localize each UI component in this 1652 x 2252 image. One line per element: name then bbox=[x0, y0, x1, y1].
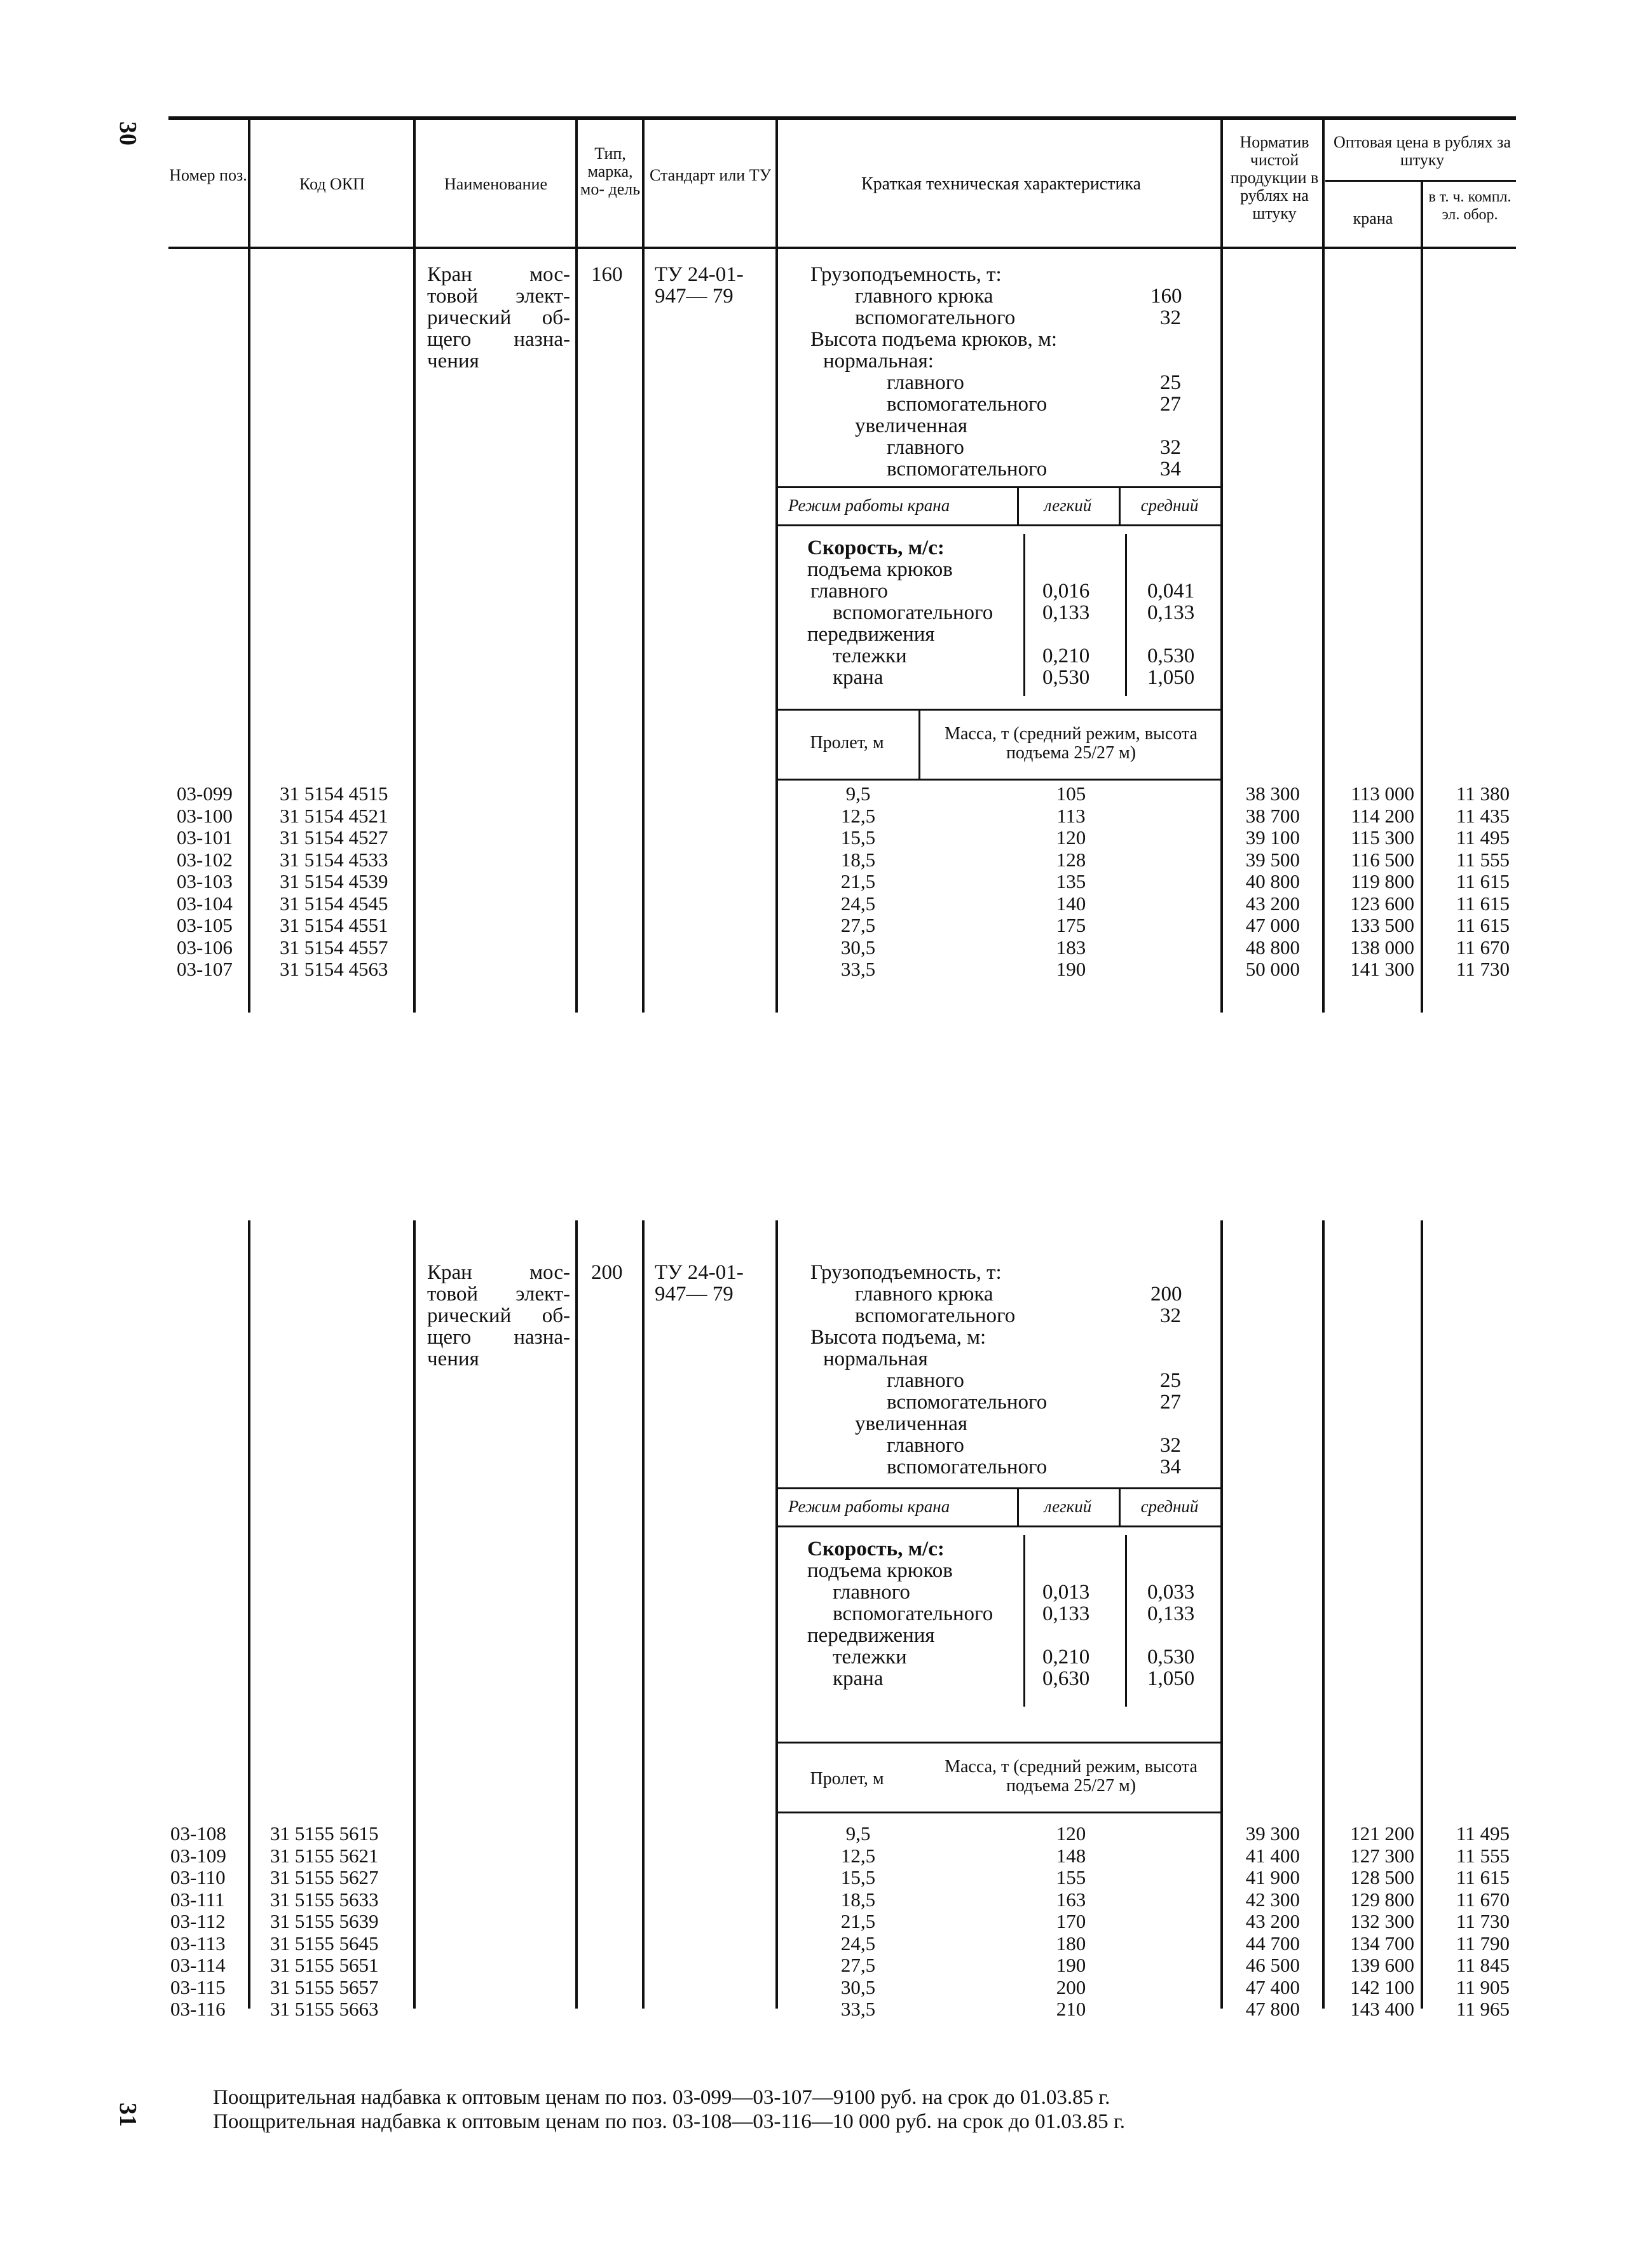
speed-title-200: Скорость, м/с: bbox=[807, 1538, 945, 1560]
span-list-200: 9,5 12,5 15,5 18,5 21,5 24,5 27,5 30,5 33,5 bbox=[840, 1822, 876, 2020]
mass-list-160: 105 113 120 128 135 140 175 183 190 bbox=[1056, 782, 1086, 980]
price-list-160: 113 000 114 200 115 300 116 500 119 800 123 600 133 500 138 000 141 300 bbox=[1350, 782, 1414, 980]
s-aux-m-200: 0,133 bbox=[1147, 1602, 1195, 1625]
s-main-l-160: 0,016 bbox=[1042, 580, 1090, 603]
s-main-m-200: 0,033 bbox=[1147, 1581, 1195, 1604]
s-trol-m-160: 0,530 bbox=[1147, 645, 1195, 667]
move-200: передвижения bbox=[807, 1624, 935, 1647]
type-200: 200 bbox=[591, 1261, 623, 1284]
s-trol-l-200: 0,210 bbox=[1042, 1646, 1090, 1669]
mode-label-200: Режим работы крана bbox=[788, 1497, 950, 1516]
h-n-aux-160: вспомогательного bbox=[887, 393, 1048, 416]
mode-light-160: легкий bbox=[1044, 496, 1092, 515]
header-std: Стандарт или ТУ bbox=[649, 166, 771, 184]
h-n-aux-val-200: 27 bbox=[1160, 1391, 1181, 1414]
type-160: 160 bbox=[591, 263, 623, 286]
name-160: Кран мос- товой элект- рический об- щего назна- чения bbox=[427, 263, 570, 372]
incl-list-160: 11 380 11 435 11 495 11 555 11 615 11 615 11 615 11 670 11 730 bbox=[1456, 782, 1510, 980]
s-trol-200: тележки bbox=[833, 1646, 907, 1669]
s-aux-m-160: 0,133 bbox=[1147, 601, 1195, 624]
s-main-l-200: 0,013 bbox=[1042, 1581, 1090, 1604]
s-crane-l-200: 0,630 bbox=[1042, 1667, 1090, 1690]
s-crane-m-160: 1,050 bbox=[1147, 666, 1195, 689]
h-n-aux-val-160: 27 bbox=[1160, 393, 1181, 416]
cap-title-160: Грузоподъемность, т: bbox=[810, 263, 1002, 286]
h-norm-200: нормальная bbox=[823, 1348, 928, 1370]
header-pos: Номер поз. bbox=[169, 166, 247, 184]
mode-label-160: Режим работы крана bbox=[788, 496, 950, 515]
lift-160: подъема крюков bbox=[807, 558, 953, 581]
norm-list-200: 39 300 41 400 41 900 42 300 43 200 44 700 46 500 47 400 47 800 bbox=[1245, 1822, 1300, 2020]
h-i-aux-val-200: 34 bbox=[1160, 1456, 1181, 1478]
span-label-200: Пролет, м bbox=[810, 1769, 884, 1789]
cap-title-200: Грузоподъемность, т: bbox=[810, 1261, 1002, 1284]
h-i-main-val-160: 32 bbox=[1160, 436, 1181, 459]
header-price-incl: в т. ч. компл. эл. обор. bbox=[1428, 189, 1512, 223]
h-i-main-200: главного bbox=[887, 1434, 964, 1457]
s-main-160: главного bbox=[810, 580, 888, 603]
h-i-main-160: главного bbox=[887, 436, 964, 459]
cap-aux-160: вспомогательного bbox=[855, 306, 1016, 329]
header-price: Оптовая цена в рублях за штуку bbox=[1334, 133, 1511, 169]
h-inc-200: увеличенная bbox=[855, 1412, 968, 1435]
header-okp: Код ОКП bbox=[299, 175, 365, 193]
cap-main-200: главного крюка bbox=[855, 1283, 993, 1306]
lift-200: подъема крюков bbox=[807, 1559, 953, 1582]
mass-label-160: Масса, т (средний режим, высота подъема 25/27 м) bbox=[945, 724, 1198, 763]
mass-list-200: 120 148 155 163 170 180 190 200 210 bbox=[1056, 1822, 1086, 2020]
page-number-bottom: 31 bbox=[114, 2103, 141, 2127]
h-title-200: Высота подъема, м: bbox=[810, 1326, 986, 1349]
page-number-top: 30 bbox=[114, 121, 141, 146]
s-main-m-160: 0,041 bbox=[1147, 580, 1195, 603]
h-n-main-val-200: 25 bbox=[1160, 1369, 1181, 1392]
s-main-200: главного bbox=[833, 1581, 910, 1604]
s-crane-m-200: 1,050 bbox=[1147, 1667, 1195, 1690]
okp-list-200: 31 5155 5615 31 5155 5621 31 5155 5627 31 5155 5633 31 5155 5639 31 5155 5645 31 5155 5651 31 5155 5657 31 5155 5663 bbox=[270, 1822, 379, 2020]
mode-medium-200: средний bbox=[1140, 1497, 1199, 1516]
h-i-aux-200: вспомогательного bbox=[887, 1456, 1048, 1478]
header-norm: Норматив чистой продукции в рублях на штуку bbox=[1230, 133, 1319, 222]
s-trol-l-160: 0,210 bbox=[1042, 645, 1090, 667]
s-crane-200: крана bbox=[833, 1667, 884, 1690]
h-inc-160: увеличенная bbox=[855, 414, 968, 437]
h-i-main-val-200: 32 bbox=[1160, 1434, 1181, 1457]
cap-aux-val-160: 32 bbox=[1160, 306, 1181, 329]
cap-main-val-200: 200 bbox=[1150, 1283, 1182, 1306]
name-200: Кран мос- товой элект- рический об- щего назна- чения bbox=[427, 1261, 570, 1370]
cap-aux-val-200: 32 bbox=[1160, 1304, 1181, 1327]
std-200: ТУ 24-01-947— 79 bbox=[655, 1261, 744, 1306]
s-aux-l-160: 0,133 bbox=[1042, 601, 1090, 624]
footnote-2: Поощрительная надбавка к оптовым ценам по поз. 03-108—03-116—10 000 руб. на срок до 01.03.85 г. bbox=[213, 2110, 1125, 2133]
s-aux-200: вспомогательного bbox=[833, 1602, 993, 1625]
mode-light-200: легкий bbox=[1044, 1497, 1092, 1516]
okp-list-160: 31 5154 4515 31 5154 4521 31 5154 4527 31 5154 4533 31 5154 4539 31 5154 4545 31 5154 4551 31 5154 4557 31 5154 4563 bbox=[280, 782, 388, 980]
mass-label-200: Масса, т (средний режим, высота подъема 25/27 м) bbox=[945, 1757, 1198, 1796]
h-title-160: Высота подъема крюков, м: bbox=[810, 328, 1058, 351]
cap-main-val-160: 160 bbox=[1150, 285, 1182, 308]
header-type: Тип, марка, мо- дель bbox=[580, 144, 641, 198]
h-n-main-160: главного bbox=[887, 371, 964, 394]
s-crane-l-160: 0,530 bbox=[1042, 666, 1090, 689]
mode-medium-160: средний bbox=[1140, 496, 1199, 515]
span-label-160: Пролет, м bbox=[810, 733, 884, 753]
pos-list-160: 03-099 03-100 03-101 03-102 03-103 03-104 03-105 03-106 03-107 bbox=[177, 782, 233, 980]
s-trol-160: тележки bbox=[833, 645, 907, 667]
move-160: передвижения bbox=[807, 623, 935, 646]
h-n-main-200: главного bbox=[887, 1369, 964, 1392]
s-aux-l-200: 0,133 bbox=[1042, 1602, 1090, 1625]
h-i-aux-160: вспомогательного bbox=[887, 458, 1048, 481]
h-i-aux-val-160: 34 bbox=[1160, 458, 1181, 481]
header-spec: Краткая техническая характеристика bbox=[861, 174, 1142, 194]
span-list-160: 9,5 12,5 15,5 18,5 21,5 24,5 27,5 30,5 33,5 bbox=[840, 782, 876, 980]
header-price-crane: крана bbox=[1353, 209, 1393, 228]
price-list-200: 121 200 127 300 128 500 129 800 132 300 134 700 139 600 142 100 143 400 bbox=[1350, 1822, 1414, 2020]
footnote-1: Поощрительная надбавка к оптовым ценам по поз. 03-099—03-107—9100 руб. на срок до 01.03.85 г. bbox=[213, 2086, 1110, 2109]
cap-main-160: главного крюка bbox=[855, 285, 993, 308]
cap-aux-200: вспомогательного bbox=[855, 1304, 1016, 1327]
h-n-aux-200: вспомогательного bbox=[887, 1391, 1048, 1414]
norm-list-160: 38 300 38 700 39 100 39 500 40 800 43 200 47 000 48 800 50 000 bbox=[1245, 782, 1300, 980]
s-crane-160: крана bbox=[833, 666, 884, 689]
s-trol-m-200: 0,530 bbox=[1147, 1646, 1195, 1669]
std-160: ТУ 24-01-947— 79 bbox=[655, 263, 744, 308]
h-n-main-val-160: 25 bbox=[1160, 371, 1181, 394]
pos-list-200: 03-108 03-109 03-110 03-111 03-112 03-113 03-114 03-115 03-116 bbox=[170, 1822, 226, 2020]
incl-list-200: 11 495 11 555 11 615 11 670 11 730 11 790 11 845 11 905 11 965 bbox=[1456, 1822, 1510, 2020]
h-norm-160: нормальная: bbox=[823, 350, 934, 372]
speed-title-160: Скорость, м/с: bbox=[807, 536, 945, 559]
header-name: Наименование bbox=[444, 175, 547, 193]
s-aux-160: вспомогательного bbox=[833, 601, 993, 624]
